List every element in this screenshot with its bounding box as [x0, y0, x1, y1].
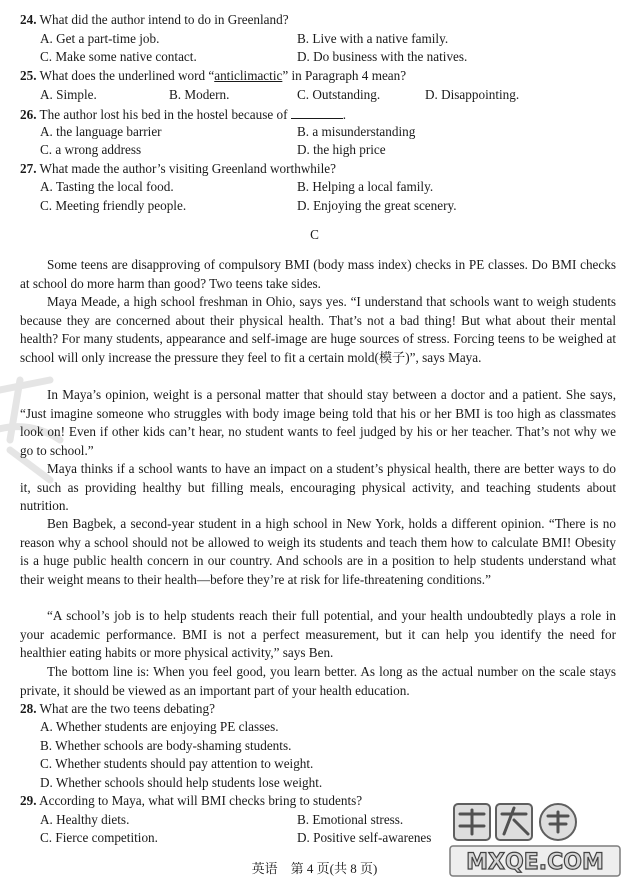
passage-paragraph-7 — [20, 663, 616, 700]
option-24-d: D. Do business with the natives. — [297, 49, 468, 64]
question-number: 28. — [20, 701, 37, 716]
watermark-text: MXQE.COM — [466, 850, 604, 875]
question-24 — [20, 12, 289, 28]
option-26-c: C. a wrong address — [40, 142, 142, 157]
question-25 — [20, 68, 406, 84]
option-25-a: A. Simple. — [40, 87, 97, 102]
option-27-d: D. Enjoying the great scenery. — [297, 198, 457, 213]
question-text-tail: . — [342, 107, 347, 122]
underlined-word: anticlimactic — [214, 68, 283, 83]
option-28-a: A. Whether students are enjoying PE classes. — [40, 719, 279, 734]
paragraph-text: In Maya’s opinion, weight is a personal matter that should stay between a doctor and a patient. She says, “Just imagine someone who struggles with body image being told that his or her BMI is too high as classmates look on! Even if other kids can’t hear, no student wants to feel judged by his or her teacher. That’s not why we go to school.” — [20, 387, 616, 458]
option-25-d: D. Disappointing. — [425, 87, 520, 102]
paragraph-text: Maya thinks if a school wants to have an impact on a student’s physical health, there are better ways to do it, such as providing healthy but filling meals, encouraging physical activity, and teaching students about nutrition. — [20, 461, 616, 514]
option-26-b: B. a misunderstanding — [297, 124, 416, 139]
paragraph-text: Some teens are disapproving of compulsory BMI (body mass index) checks in PE classes. Do BMI checks at school do more harm than good? Two teens take sides. — [20, 257, 616, 291]
option-28-b: B. Whether schools are body-shaming students. — [40, 738, 292, 753]
option-25-c: C. Outstanding. — [297, 87, 381, 102]
passage-paragraph-1 — [20, 256, 616, 293]
option-27-c: C. Meeting friendly people. — [40, 198, 187, 213]
question-number: 26. — [20, 107, 37, 122]
site-logo-watermark — [448, 800, 623, 880]
option-27-b: B. Helping a local family. — [297, 179, 434, 194]
passage-paragraph-3 — [20, 386, 616, 460]
page-footer: 英语 第 4 页(共 8 页) — [251, 861, 378, 876]
option-24-a: A. Get a part-time job. — [40, 31, 160, 46]
question-27 — [20, 161, 336, 177]
section-heading: C — [310, 227, 319, 242]
passage-paragraph-2 — [20, 293, 616, 367]
question-number: 24. — [20, 12, 37, 27]
answer-blank — [291, 106, 343, 119]
question-text: According to Maya, what will BMI checks bring to students? — [39, 793, 363, 808]
passage-paragraph-5 — [20, 515, 616, 589]
option-26-a: A. the language barrier — [40, 124, 162, 139]
question-28 — [20, 701, 215, 717]
question-number: 29. — [20, 793, 37, 808]
question-text: What did the author intend to do in Greenland? — [39, 12, 289, 27]
question-text: What are the two teens debating? — [39, 701, 215, 716]
option-29-d: D. Positive self-awarenes — [297, 830, 432, 845]
question-text-tail: ” in Paragraph 4 mean? — [282, 68, 407, 83]
paragraph-text: Maya Meade, a high school freshman in Ohio, says yes. “I understand that schools want to weigh students because they are concerned about their physical health. That’s not a bad thing! But what about their mental health? For many students, appearance and self-image are huge sources of stress. Forcing teens to be weighed at school will only increase the pressure they feel to fit a certain mold(模子)”, says Maya. — [20, 294, 616, 365]
option-25-b: B. Modern. — [169, 87, 230, 102]
question-29 — [20, 793, 362, 809]
option-24-b: B. Live with a native family. — [297, 31, 449, 46]
option-24-c: C. Make some native contact. — [40, 49, 197, 64]
passage-paragraph-4 — [20, 460, 616, 516]
option-28-c: C. Whether students should pay attention to weight. — [40, 756, 314, 771]
option-29-c: C. Fierce competition. — [40, 830, 158, 845]
option-26-d: D. the high price — [297, 142, 386, 157]
passage-paragraph-6 — [20, 607, 616, 663]
question-number: 27. — [20, 161, 37, 176]
paragraph-text: The bottom line is: When you feel good, you learn better. As long as the actual number on the scale stays private, it should be viewed as an important part of your health education. — [20, 664, 616, 698]
option-27-a: A. Tasting the local food. — [40, 179, 174, 194]
question-text: The author lost his bed in the hostel because of — [39, 107, 288, 122]
question-number: 25. — [20, 68, 37, 83]
option-29-a: A. Healthy diets. — [40, 812, 130, 827]
paragraph-text: “A school’s job is to help students reach their full potential, and your health undoubtedly plays a role in your academic performance. BMI is not a perfect measurement, but it can help you identify the need for healthier eating habits or more physical activity,” says Ben. — [20, 608, 616, 661]
question-text: What made the author’s visiting Greenland worthwhile? — [39, 161, 336, 176]
paragraph-text: Ben Bagbek, a second-year student in a high school in New York, holds a different opinion. “There is no reason why a school should not be allowed to weigh its students and teach them how to calculate BMI! Obesity is a huge public health concern in our country. And schools are in a position to help students understand what their weight means to their health—before they’re at risk for life-threatening conditions.” — [20, 516, 616, 587]
option-28-d: D. Whether schools should help students lose weight. — [40, 775, 323, 790]
question-text: What does the underlined word “ — [39, 68, 215, 83]
question-26 — [20, 106, 346, 123]
option-29-b: B. Emotional stress. — [297, 812, 404, 827]
